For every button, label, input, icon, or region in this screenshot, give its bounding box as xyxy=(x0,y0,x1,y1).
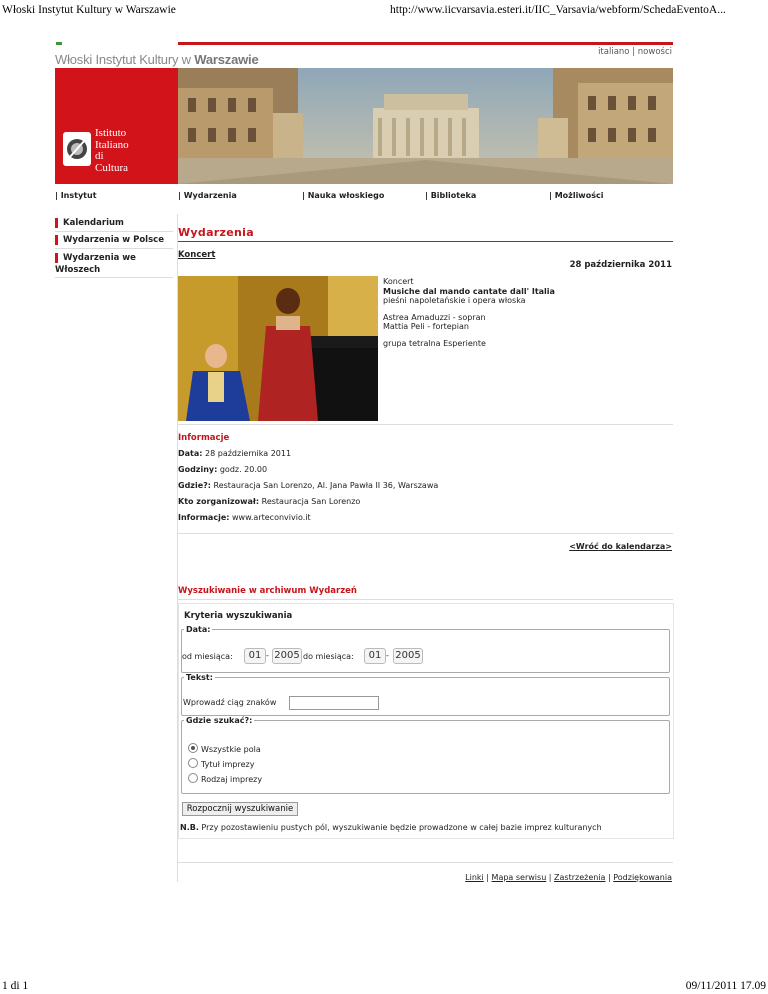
institute-logo-icon xyxy=(63,132,91,166)
title-underline xyxy=(178,241,673,242)
logo-line: Cultura xyxy=(95,161,128,174)
divider xyxy=(178,424,673,425)
info-more xyxy=(178,513,311,522)
nav-nauka-wloskiego[interactable]: | Nauka włoskiego xyxy=(302,191,385,200)
start-search-button[interactable]: Rozpocznij wyszukiwanie xyxy=(182,802,298,816)
desc-line: grupa tetralna Esperiente xyxy=(383,338,486,348)
desc-line: Koncert xyxy=(383,277,414,286)
dash: - xyxy=(266,651,269,660)
nav-biblioteka[interactable]: | Biblioteka xyxy=(425,191,477,200)
flag-accent xyxy=(56,42,62,45)
info-label: Godziny: xyxy=(178,465,218,474)
back-to-calendar-link[interactable]: <Wróć do kalendarza> xyxy=(569,542,672,551)
footer-link-zastrzezenia[interactable]: Zastrzeżenia xyxy=(554,873,606,882)
sidebar-item-wydarzenia-w-polsce[interactable]: Wydarzenia w Polsce xyxy=(55,235,178,245)
desc-performer: Astrea Amaduzzi - sopran xyxy=(383,312,486,322)
dash: - xyxy=(386,651,389,660)
info-where xyxy=(178,481,438,490)
concert-photo-image xyxy=(178,276,378,421)
where-legend: Gdzie szukać?: xyxy=(186,716,253,725)
radio-all-fields-label: Wszystkie pola xyxy=(201,745,261,754)
note-label: N.B. xyxy=(180,823,199,832)
info-label: Informacje: xyxy=(178,513,230,522)
radio-title[interactable] xyxy=(188,758,198,768)
top-links: italiano | nowości xyxy=(598,47,672,57)
print-header-title: Włoski Instytut Kultury w Warszawie xyxy=(2,4,176,16)
info-value: Restauracja San Lorenzo xyxy=(261,497,361,506)
text-legend: Tekst: xyxy=(186,673,213,682)
print-header-url: http://www.iicvarsavia.esteri.it/IIC_Varsavia/webform/SchedaEventoA... xyxy=(390,4,726,16)
divider xyxy=(178,533,673,534)
info-label: Gdzie?: xyxy=(178,481,211,490)
logo-line: di xyxy=(95,150,104,162)
nowosci-link[interactable]: nowości xyxy=(637,47,672,57)
print-footer-timestamp: 09/11/2011 17.09 xyxy=(685,980,766,992)
footer-divider xyxy=(178,862,673,863)
to-month-label: do miesiąca: xyxy=(303,652,354,661)
logo-text xyxy=(95,128,129,174)
info-date xyxy=(178,449,291,458)
archive-search-title: Wyszukiwanie w archiwum Wydarzeń xyxy=(178,586,357,596)
footer-link-mapa-serwisu[interactable]: Mapa serwisu xyxy=(491,873,547,882)
from-year-select[interactable]: 2005 xyxy=(272,648,302,664)
sidebar-divider xyxy=(55,231,173,232)
desc-line: pieśni napoletańskie i opera włoska xyxy=(383,296,526,305)
desc-title: Musiche dal mando cantate dall' Italia xyxy=(383,286,555,296)
sidebar-divider xyxy=(55,248,173,249)
desc-performer: Mattia Peli - fortepian xyxy=(383,322,469,331)
nav-wydarzenia[interactable]: | Wydarzenia xyxy=(178,191,237,200)
text-fieldset xyxy=(181,673,670,716)
info-heading: Informacje xyxy=(178,433,230,443)
top-red-line xyxy=(178,42,673,45)
radio-title-label: Tytuł imprezy xyxy=(201,760,255,769)
criteria-title: Kryteria wyszukiwania xyxy=(184,611,293,621)
footer-links: Linki | Mapa serwisu | Zastrzeżenia | Podziękowania xyxy=(465,873,672,882)
info-value: 28 października 2011 xyxy=(205,449,292,458)
to-year-select[interactable]: 2005 xyxy=(393,648,423,664)
radio-all-fields[interactable] xyxy=(188,743,198,753)
footer-link-podziekowania[interactable]: Podziękowania xyxy=(613,873,672,882)
print-footer-page: 1 di 1 xyxy=(2,980,29,992)
search-note xyxy=(180,823,602,832)
footer-link-linki[interactable]: Linki xyxy=(465,873,484,882)
info-value: Restauracja San Lorenzo, Al. Jana Pawła II 36, Warszawa xyxy=(213,481,439,490)
search-text-input[interactable] xyxy=(289,696,379,710)
ideal-city-banner-image xyxy=(178,68,673,184)
info-value: godz. 20.00 xyxy=(219,465,268,474)
lang-italiano-link[interactable]: italiano xyxy=(598,47,630,57)
sidebar-item-kalendarium[interactable]: Kalendarium xyxy=(55,218,178,228)
radio-type[interactable] xyxy=(188,773,198,783)
page-title: Wydarzenia xyxy=(178,226,254,239)
nav-mozliwosci[interactable]: | Możliwości xyxy=(549,191,604,200)
sidebar-item-label: Wydarzenia we Włoszech xyxy=(55,253,136,275)
date-legend: Data: xyxy=(186,625,211,634)
nav-instytut[interactable]: | Instytut xyxy=(55,191,97,200)
info-label: Kto zorganizował: xyxy=(178,497,260,506)
site-title-prefix: Włoski Instytut Kultury w xyxy=(55,52,191,67)
text-input-label: Wprowadź ciąg znaków xyxy=(183,698,277,707)
info-hours xyxy=(178,465,267,474)
info-label: Data: xyxy=(178,449,203,458)
event-date: 28 października 2011 xyxy=(569,260,672,270)
site-title xyxy=(55,52,259,67)
from-month-select[interactable]: 01 xyxy=(244,648,266,664)
info-organizer xyxy=(178,497,360,506)
logo-line: Istituto xyxy=(95,127,127,139)
radio-type-label: Rodzaj imprezy xyxy=(201,775,263,784)
info-website: www.arteconvivio.it xyxy=(231,513,311,522)
from-month-label: od miesiąca: xyxy=(182,652,233,661)
to-month-select[interactable]: 01 xyxy=(364,648,386,664)
site-title-bold: Warszawie xyxy=(194,52,259,67)
note-text: Przy pozostawieniu pustych pól, wyszukiwanie będzie prowadzone w całej bazie imprez kulturanych xyxy=(201,823,602,832)
sidebar-item-wydarzenia-we-wloszech[interactable] xyxy=(55,252,150,276)
event-description xyxy=(383,277,555,355)
event-category: Koncert xyxy=(178,250,216,260)
divider xyxy=(178,599,673,600)
sidebar-divider xyxy=(55,277,173,278)
logo-line: Italiano xyxy=(95,138,129,151)
